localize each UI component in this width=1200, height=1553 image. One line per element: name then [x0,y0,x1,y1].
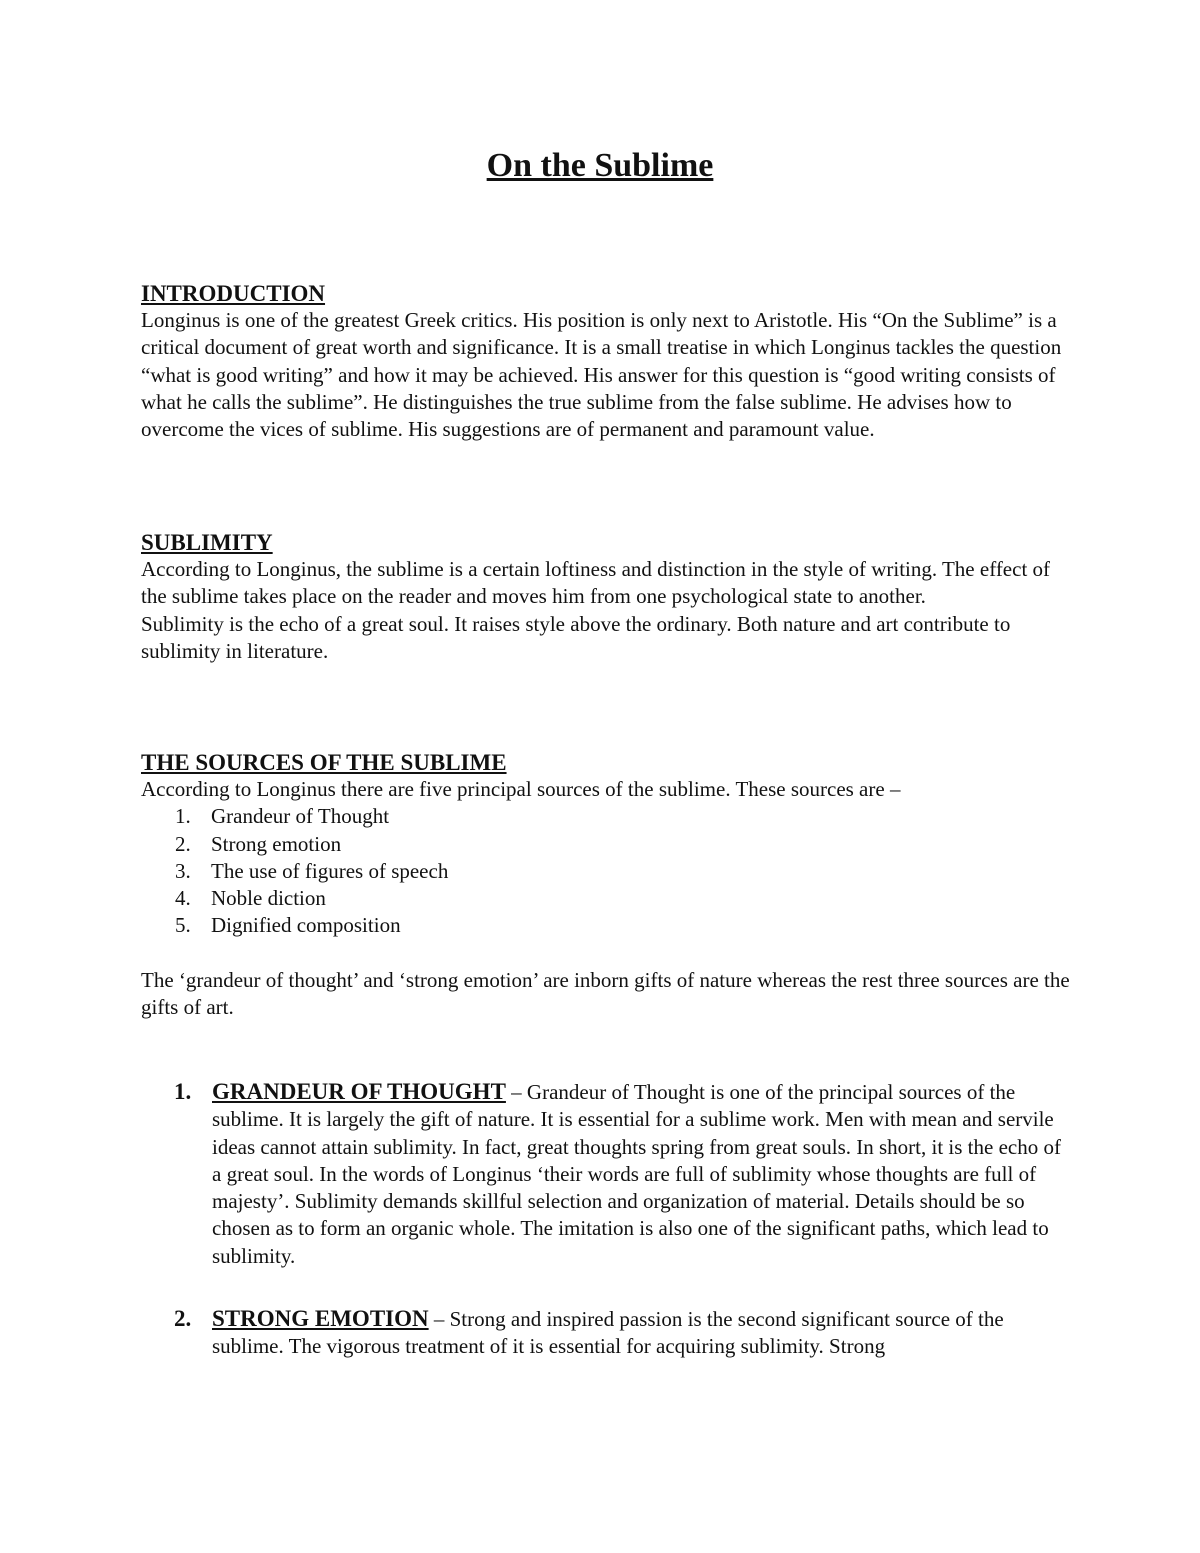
detail-number: 2. [174,1306,192,1331]
list-item-number: 2. [175,831,191,856]
list-item-number: 4. [175,886,191,911]
introduction-section [141,280,1071,443]
detail-grandeur-of-thought [174,1078,1074,1270]
sublimity-heading: SUBLIMITY [141,530,273,555]
list-item [141,831,1071,858]
introduction-heading: INTRODUCTION [141,281,326,306]
detail-heading: GRANDEUR OF THOUGHT [212,1079,506,1104]
sublimity-paragraph-2: Sublimity is the echo of a great soul. It raises style above the ordinary. Both nature and art contribute to sublimity in literature. [141,611,1011,663]
sources-closing-section [141,967,1071,1022]
detail-text: – Grandeur of Thought is one of the principal sources of the sublime. It is largely the gift of nature. It is essential for a sublime work. Men with mean and servile ideas cannot attain sublimity. In fact, great thoughts spring from great souls. In short, it is the echo of a great soul. In the words of Longinus ‘their words are full of sublimity whose thoughts are full of majesty’. Sublimity demands skillful selection and organization of material. Details should be so chosen as to form an organic whole. The imitation is also one of the significant paths, which lead to sublimity. [212,1080,1061,1268]
list-item [141,885,1071,912]
list-item-label: The use of figures of speech [211,858,449,883]
list-item-label: Strong emotion [211,831,342,856]
detail-number: 1. [174,1079,192,1104]
document-title: On the Sublime [486,147,714,184]
sources-heading: THE SOURCES OF THE SUBLIME [141,750,507,775]
list-item [141,858,1071,885]
sources-section [141,749,1071,940]
detail-text: – Strong and inspired passion is the second significant source of the sublime. The vigorous treatment of it is essential for acquiring sublimity. Strong [212,1307,1004,1359]
sublimity-section [141,529,1071,665]
sources-list [141,803,1071,939]
sublimity-paragraph-1: According to Longinus, the sublime is a certain loftiness and distinction in the style of writing. The effect of the sublime takes place on the reader and moves him from one psychological state to another. [141,557,1051,609]
list-item-label: Dignified composition [211,913,401,938]
list-item-label: Grandeur of Thought [211,804,390,829]
list-item-label: Noble diction [211,886,326,911]
list-item [141,912,1071,939]
list-item-number: 5. [175,913,191,938]
detail-strong-emotion [174,1305,1074,1361]
sources-intro: According to Longinus there are five principal sources of the sublime. These sources are – [141,777,901,801]
list-item-number: 1. [175,804,191,829]
sources-closing: The ‘grandeur of thought’ and ‘strong emotion’ are inborn gifts of nature whereas the rest three sources are the gifts of art. [141,968,1070,1020]
detail-heading: STRONG EMOTION [212,1306,429,1331]
list-item [141,803,1071,830]
introduction-text: Longinus is one of the greatest Greek critics. His position is only next to Aristotle. His “On the Sublime” is a critical document of great worth and significance. It is a small treatise in which Longinus tackles the question “what is good writing” and how it may be achieved. His answer for this question is “good writing consists of what he calls the sublime”. He distinguishes the true sublime from the false sublime. He advises how to overcome the vices of sublime. His suggestions are of permanent and paramount value. [141,308,1062,442]
list-item-number: 3. [175,858,191,883]
